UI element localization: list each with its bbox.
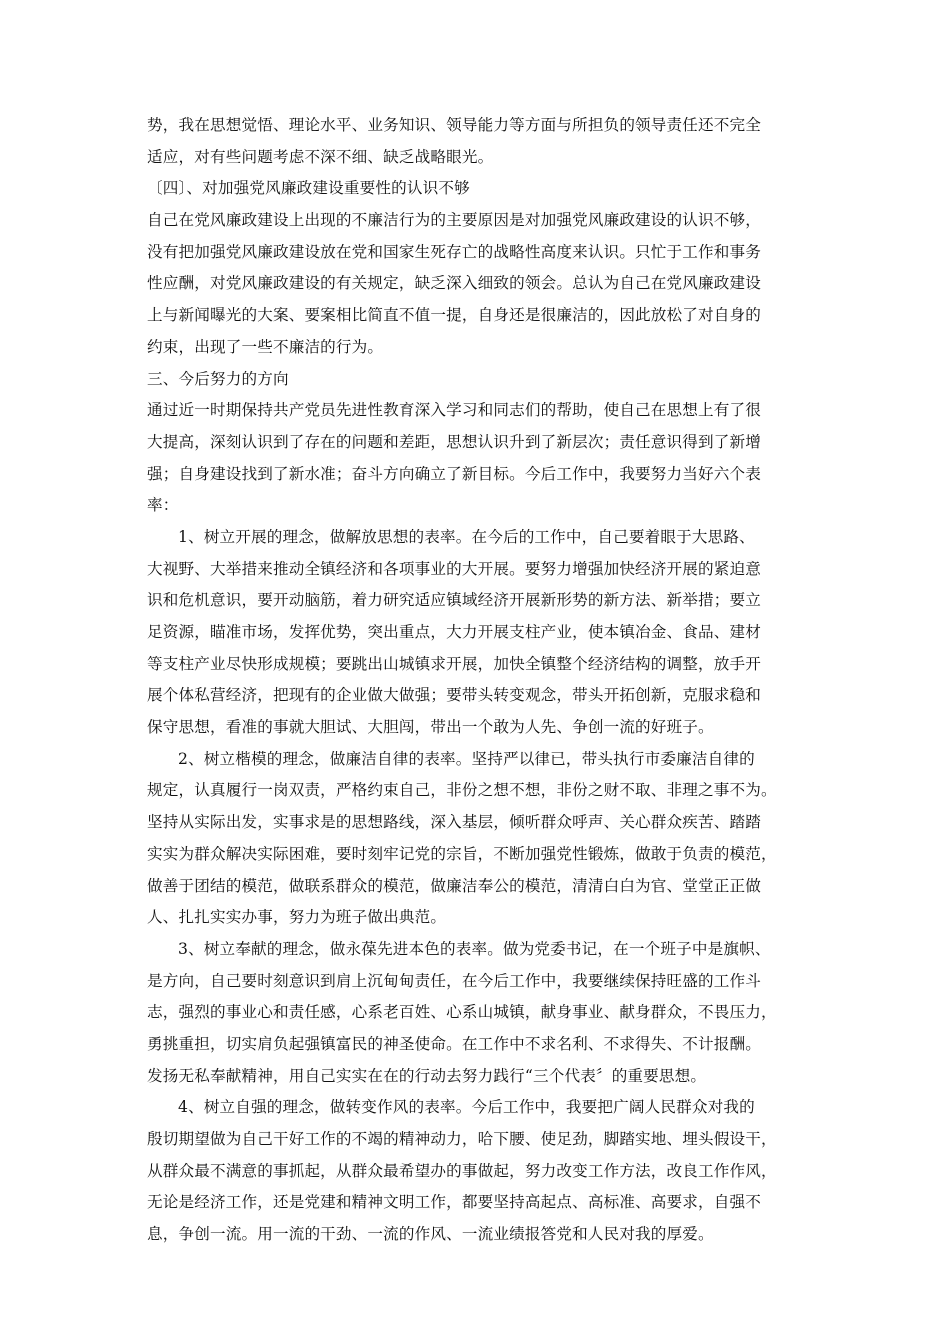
text-line: 人、扎扎实实办事，努力为班子做出典范。 <box>147 908 447 927</box>
text-line: 做善于团结的模范，做联系群众的模范，做廉洁奉公的模范，清清白白为官、堂堂正正做 <box>147 876 762 895</box>
text-line: 规定，认真履行一岗双责，严格约束自己，非份之想不想，非份之财不取、非理之事不为。 <box>147 781 777 800</box>
text-line: 实实为群众解决实际困难，要时刻牢记党的宗旨，不断加强党性锻炼，做敢于负责的模范， <box>147 844 777 863</box>
text-line: 通过近一时期保持共产党员先进性教育深入学习和同志们的帮助，使自己在思想上有了很 <box>147 401 762 420</box>
text-line: 自己在党风廉政建设上出现的不廉洁行为的主要原因是对加强党风廉政建设的认识不够， <box>147 211 762 230</box>
text-line: 大提高，深刻认识到了存在的问题和差距，思想认识升到了新层次；责任意识得到了新增 <box>147 432 762 451</box>
text-line: 上与新闻曝光的大案、要案相比简直不值一提，自身还是很廉洁的，因此放松了对自身的 <box>147 306 762 325</box>
text-line: 保守思想，看准的事就大胆试、大胆闯，带出一个敢为人先、争创一流的好班子。 <box>147 718 714 737</box>
text-line: 约束，出现了一些不廉洁的行为。 <box>147 337 384 356</box>
text-line: 势，我在思想觉悟、理论水平、业务知识、领导能力等方面与所担负的领导责任还不完全 <box>147 116 762 134</box>
text-line: 〔四〕、对加强党风廉政建设重要性的认识不够 <box>147 179 470 198</box>
text-line: 坚持从实际出发，实事求是的思想路线，深入基层，倾听群众呼声、关心群众疾苦、踏踏 <box>147 813 762 832</box>
text-line: 3、树立奉献的理念，做永葆先进本色的表率。做为党委书记，在一个班子中是旗帜、 <box>178 939 771 958</box>
text-line: 志，强烈的事业心和责任感，心系老百姓、心系山城镇，献身事业、献身群众，不畏压力， <box>147 1003 777 1022</box>
document-body <box>147 110 807 1251</box>
text-line: 发扬无私奉献精神，用自己实实在在的行动去努力践行“三个代表〞的重要思想。 <box>147 1066 707 1085</box>
text-line: 息，争创一流。用一流的干劲、一流的作风、一流业绩报答党和人民对我的厚爱。 <box>147 1225 714 1244</box>
text-line: 无论是经济工作，还是党建和精神文明工作，都要坚持高起点、高标准、高要求，自强不 <box>147 1193 762 1212</box>
text-line: 大视野、大举措来推动全镇经济和各项事业的大开展。要努力增强加快经济开展的紧迫意 <box>147 559 762 578</box>
text-line: 率： <box>147 496 179 515</box>
text-line: 从群众最不满意的事抓起，从群众最希望办的事做起，努力改变工作方法，改良工作作风， <box>147 1161 777 1180</box>
text-line: 殷切期望做为自己干好工作的不竭的精神动力，哈下腰、使足劲，脚踏实地、埋头假设干， <box>147 1130 777 1148</box>
text-line: 等支柱产业尽快形成规模；要跳出山城镇求开展，加快全镇整个经济结构的调整，放手开 <box>147 654 762 673</box>
text-line: 性应酬，对党风廉政建设的有关规定，缺乏深入细致的领会。总认为自己在党风廉政建设 <box>147 274 762 293</box>
text-line: 适应，对有些问题考虑不深不细、缺乏战略眼光。 <box>147 147 494 166</box>
text-line: 4、树立自强的理念，做转变作风的表率。今后工作中，我要把广阔人民群众对我的 <box>178 1098 755 1117</box>
text-line: 没有把加强党风廉政建设放在党和国家生死存亡的战略性高度来认识。只忙于工作和事务 <box>147 242 762 261</box>
text-line: 2、树立楷模的理念，做廉洁自律的表率。坚持严以律已，带头执行市委廉洁自律的 <box>178 749 755 768</box>
text-line: 三、今后努力的方向 <box>147 369 289 388</box>
text-line: 识和危机意识，要开动脑筋，着力研究适应镇域经济开展新形势的新方法、新举措；要立 <box>147 591 762 610</box>
text-line: 勇挑重担，切实肩负起强镇富民的神圣使命。在工作中不求名利、不求得失、不计报酬。 <box>147 1034 762 1053</box>
text-line: 展个体私营经济，把现有的企业做大做强；要带头转变观念，带头开拓创新，克服求稳和 <box>147 686 762 705</box>
text-line: 是方向，自己要时刻意识到肩上沉甸甸责任，在今后工作中，我要继续保持旺盛的工作斗 <box>147 971 762 990</box>
text-line: 强；自身建设找到了新水准；奋斗方向确立了新目标。今后工作中，我要努力当好六个表 <box>147 464 762 483</box>
text-line: 足资源，瞄准市场，发挥优势，突出重点，大力开展支柱产业，使本镇冶金、食品、建材 <box>147 623 762 641</box>
text-line: 1、树立开展的理念，做解放思想的表率。在今后的工作中，自己要着眼于大思路、 <box>178 527 755 546</box>
